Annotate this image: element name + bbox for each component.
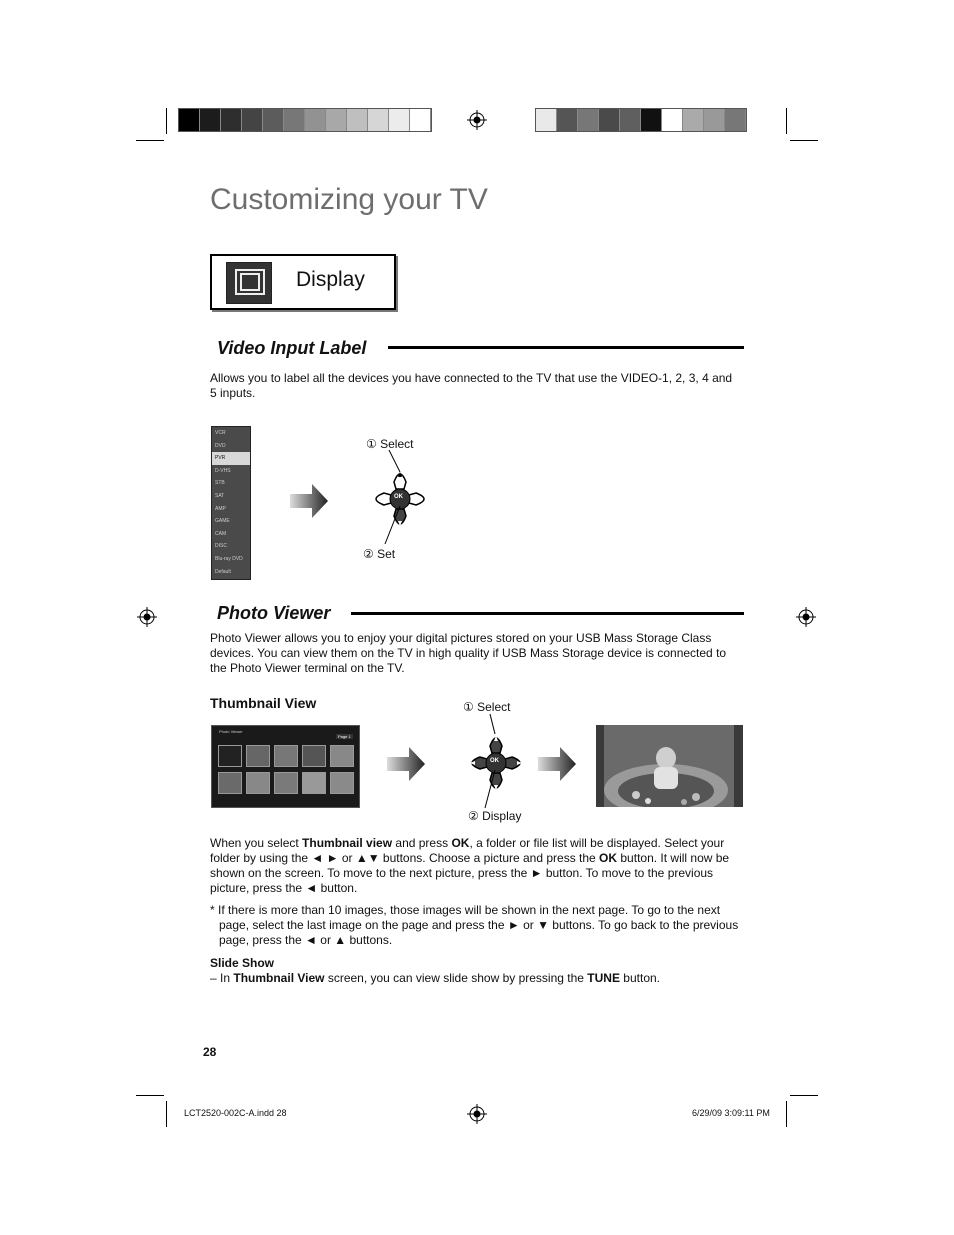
menu-item: GAME [215,518,230,525]
registration-mark-icon [796,607,816,627]
crop-mark [166,108,167,134]
color-swatch [578,109,599,131]
arrow-right-icon [538,747,578,781]
thumbnail-tile [330,745,354,767]
color-swatch [368,109,389,131]
thumbnail-grid [218,743,354,799]
color-swatch [242,109,263,131]
thumbnail-tile [218,772,242,794]
crop-mark [166,1101,167,1127]
color-swatch [536,109,557,131]
thumbnail-tile [330,772,354,794]
thumbnail-tile [218,745,242,767]
display-icon [226,262,272,304]
color-swatch [347,109,368,131]
color-bar-left [178,108,432,132]
footer-date: 6/29/09 3:09:11 PM [692,1108,770,1118]
color-swatch [557,109,578,131]
ok-label: OK [490,758,499,764]
photo-viewer-title: Photo Viewer [217,603,331,623]
thumbnail-tile [274,745,298,767]
step2-set: ② Set [363,547,396,561]
menu-item: DISC [215,543,227,550]
color-swatch [620,109,641,131]
screen-page: Page 1 [338,734,351,739]
video-input-title: Video Input Label [217,338,367,358]
color-swatch [683,109,704,131]
crop-mark [136,140,164,141]
crop-mark [790,1095,818,1096]
video-input-description: Allows you to label all the devices you have connected to the TV that use the VIDEO-1, 2, 3, 4 and 5 inputs. [210,371,733,400]
slideshow-heading: Slide Show [210,956,275,970]
video-label-menu [211,426,251,580]
thumbnail-screen [211,725,360,808]
color-swatch [263,109,284,131]
page-title: Customizing your TV [210,183,488,216]
slideshow-text: – In Thumbnail View screen, you can view slide show by pressing the TUNE button. [210,971,660,985]
color-bar-right [535,108,747,132]
color-swatch [410,109,431,131]
display-label: Display [296,268,365,291]
pagination-note: * If there is more than 10 images, those images will be shown in the next page. To go to the next page, select the last image on the page and press the ► or ▼ buttons. To go back to the previous page, press the ◄ or ▲ buttons. [210,903,739,947]
menu-item: CAM [215,530,227,537]
footer-file: LCT2520-002C-A.indd 28 [184,1108,287,1118]
color-swatch [284,109,305,131]
menu-item: AMP [215,505,226,512]
arrow-right-icon [290,484,330,518]
menu-item: DVD [215,442,226,449]
step1-select: ① Select [366,437,414,451]
color-swatch [725,109,746,131]
color-swatch [221,109,242,131]
page-number: 28 [203,1045,217,1059]
step2-display: ② Display [468,809,522,823]
menu-item: VCR [215,430,226,436]
registration-mark-icon [467,1104,487,1124]
color-swatch [599,109,620,131]
menu-item: D-VHS [215,467,231,474]
arrow-right-icon [387,747,427,781]
step1-select: ① Select [463,700,511,714]
crop-mark [790,140,818,141]
callout-line [380,448,420,548]
color-swatch [200,109,221,131]
crop-mark [136,1095,164,1096]
thumbnail-tile [274,772,298,794]
color-swatch [641,109,662,131]
thumbnail-instructions: When you select Thumbnail view and press OK, a folder or file list will be displayed. Select your folder by using the ◄ ► or ▲▼ buttons. Choose a picture and press the OK button. It will now be shown on the screen. To move to the next picture, press the ► button. To move to the previous picture, press the ◄ button. [210,836,730,895]
menu-item: Blu-ray DVD [215,555,243,562]
thumbnail-tile [302,745,326,767]
full-photo [596,725,743,807]
thumbnail-tile [246,772,270,794]
color-swatch [662,109,683,131]
screen-title: Photo Viewer [219,729,243,734]
ok-label: OK [394,494,403,500]
photo-viewer-description: Photo Viewer allows you to enjoy your digital pictures stored on your USB Mass Storage Class devices. You can view them on the TV in high quality if USB Mass Storage device is connected to the Photo Viewer terminal on the TV. [210,631,727,675]
crop-mark [786,108,787,134]
display-menu-box [210,254,396,310]
thumbnail-view-heading: Thumbnail View [210,695,317,711]
menu-item: STB [215,480,225,487]
thumbnail-tile [246,745,270,767]
menu-item: SAT [215,492,225,499]
color-swatch [305,109,326,131]
color-swatch [326,109,347,131]
color-swatch [179,109,200,131]
section-rule [388,346,744,349]
color-swatch [704,109,725,131]
registration-mark-icon [137,607,157,627]
section-rule [351,612,744,615]
thumbnail-tile [302,772,326,794]
callout-line [475,712,515,812]
menu-item: Default [215,568,231,575]
color-swatch [389,109,410,131]
crop-mark [786,1101,787,1127]
menu-item: PVR [212,452,250,465]
registration-mark-icon [467,110,487,130]
